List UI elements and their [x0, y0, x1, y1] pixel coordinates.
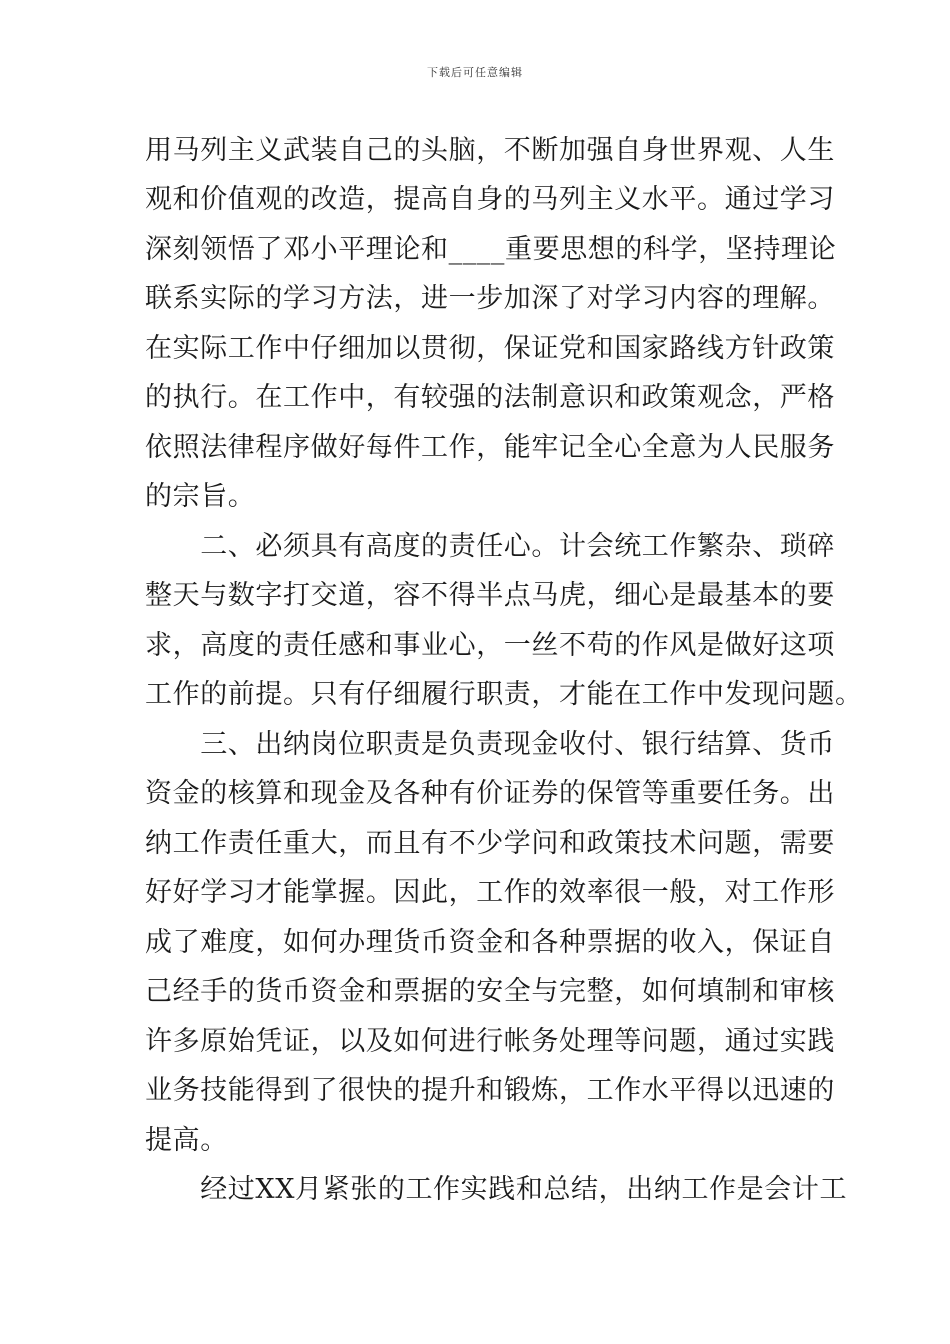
body-line: 成了难度，如何办理货币资金和各种票据的收入，保证自 [145, 927, 835, 958]
page-header: 下载后可任意编辑 [427, 66, 523, 79]
body-line: 联系实际的学习方法，进一步加深了对学习内容的理解。 [145, 283, 835, 314]
body-line: 己经手的货币资金和票据的安全与完整，如何填制和审核 [145, 976, 835, 1007]
body-line: 业务技能得到了很快的提升和锻炼，工作水平得以迅速的 [145, 1075, 835, 1106]
body-line: 的宗旨。 [145, 481, 256, 512]
body-line: 好好学习才能掌握。因此，工作的效率很一般，对工作形 [145, 877, 835, 908]
body-line: 观和价值观的改造，提高自身的马列主义水平。通过学习 [145, 184, 835, 215]
body-line: 深刻领悟了邓小平理论和____重要思想的科学，坚持理论 [145, 234, 837, 265]
body-line: 三、出纳岗位职责是负责现金收付、银行结算、货币 [145, 729, 835, 760]
body-line: 依照法律程序做好每件工作，能牢记全心全意为人民服务 [145, 432, 835, 463]
body-line: 经过XX月紧张的工作实践和总结，出纳工作是会计工 [145, 1174, 848, 1205]
body-line: 许多原始凭证，以及如何进行帐务处理等问题，通过实践 [145, 1026, 835, 1057]
body-line: 纳工作责任重大，而且有不少学问和政策技术问题，需要 [145, 828, 835, 859]
body-line: 用马列主义武装自己的头脑，不断加强自身世界观、人生 [145, 135, 835, 166]
body-line: 资金的核算和现金及各种有价证券的保管等重要任务。出 [145, 778, 835, 809]
body-line: 工作的前提。只有仔细履行职责，才能在工作中发现问题。 [145, 679, 863, 710]
body-line: 整天与数字打交道，容不得半点马虎，细心是最基本的要 [145, 580, 835, 611]
body-line: 的执行。在工作中，有较强的法制意识和政策观念，严格 [145, 382, 835, 413]
body-line: 在实际工作中仔细加以贯彻，保证党和国家路线方针政策 [145, 333, 835, 364]
body-line: 提高。 [145, 1125, 228, 1156]
body-line: 求，高度的责任感和事业心，一丝不苟的作风是做好这项 [145, 630, 835, 661]
body-line: 二、必须具有高度的责任心。计会统工作繁杂、琐碎 [145, 531, 835, 562]
